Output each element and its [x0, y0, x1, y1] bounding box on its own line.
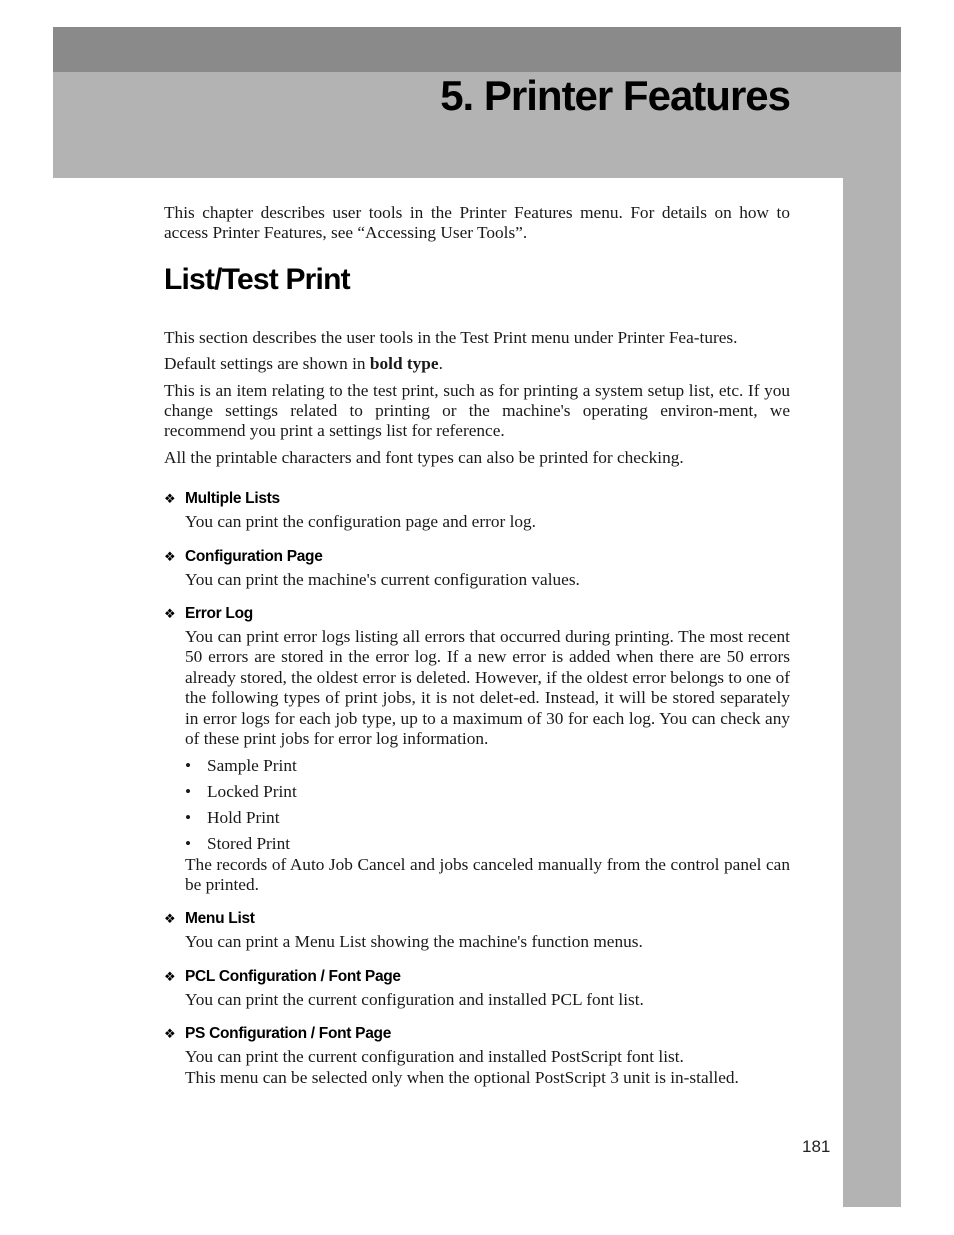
- list-item-text: Stored Print: [207, 833, 291, 853]
- section-paragraph-4: All the printable characters and font types can also be printed for checking.: [164, 447, 684, 467]
- item-title: Multiple Lists: [185, 490, 280, 508]
- item-configuration-page: [164, 548, 790, 590]
- bullet-icon: •: [185, 781, 192, 801]
- diamond-bullet-icon: ❖: [164, 968, 176, 984]
- page-side-thumb-bar: [843, 178, 901, 1207]
- bullet-icon: •: [185, 755, 192, 775]
- section-paragraph-1: This section describes the user tools in the Test Print menu under Printer Fea-tures.: [164, 327, 738, 347]
- item-body: You can print the machine's current configuration values.: [185, 569, 580, 589]
- item-body: You can print the current configuration and installed PostScript font list.: [185, 1047, 684, 1067]
- item-title: Configuration Page: [185, 547, 323, 565]
- section-paragraph-3: This is an item relating to the test print, such as for printing a system setup list, etc. If you change settings related to printing or the machine's operating environ-ment, we recommend you print a settings list for reference.: [164, 380, 790, 441]
- bold-type-text: bold type: [369, 354, 439, 374]
- section-title: List/Test Print: [164, 262, 350, 296]
- item-menu-list: [164, 910, 790, 952]
- intro-paragraph: This chapter describes user tools in the Printer Features menu. For details on how to access Printer Features, see “Accessing User Tools”.: [164, 203, 790, 243]
- item-title: Menu List: [185, 910, 255, 928]
- print-job-type-list: [185, 756, 790, 854]
- item-body-note: This menu can be selected only when the optional PostScript 3 unit is in-stalled.: [185, 1067, 739, 1087]
- section-paragraph-2: [164, 354, 790, 374]
- item-title: PS Configuration / Font Page: [185, 1025, 392, 1043]
- list-item: [185, 834, 790, 854]
- item-body-after-list: The records of Auto Job Cancel and jobs canceled manually from the control panel can be printed.: [185, 854, 790, 894]
- item-body: You can print error logs listing all errors that occurred during printing. The most recent 50 errors are stored in the error log. If a new error is added when there are 50 errors already stored, the oldest error is deleted. However, if the oldest error belongs to one of the following types of print jobs, it is not delet-ed. Instead, it will be stored separately in error logs for each job type, up to a maximum of 30 for each log. You can check any of these print jobs for error log information.: [185, 627, 790, 749]
- bullet-icon: •: [185, 807, 192, 827]
- item-title: Error Log: [185, 605, 253, 623]
- item-body: You can print the current configuration and installed PCL font list.: [185, 989, 644, 1009]
- diamond-bullet-icon: ❖: [164, 548, 176, 564]
- item-body: You can print a Menu List showing the machine's function menus.: [185, 932, 643, 952]
- list-item: [185, 808, 790, 828]
- bullet-icon: •: [185, 833, 192, 853]
- item-ps-configuration: [164, 1025, 790, 1088]
- list-item: [185, 756, 790, 776]
- list-item-text: Hold Print: [207, 807, 280, 827]
- page-content: [164, 203, 790, 1103]
- item-body: You can print the configuration page and error log.: [185, 512, 536, 532]
- list-item-text: Locked Print: [207, 781, 297, 801]
- item-multiple-lists: [164, 490, 790, 532]
- page-number: 181: [802, 1137, 831, 1156]
- chapter-title: 5. Printer Features: [440, 72, 790, 119]
- diamond-bullet-icon: ❖: [164, 491, 176, 507]
- diamond-bullet-icon: ❖: [164, 911, 176, 927]
- diamond-bullet-icon: ❖: [164, 1026, 176, 1042]
- list-item-text: Sample Print: [207, 755, 297, 775]
- item-title: PCL Configuration / Font Page: [185, 967, 401, 985]
- period-text: .: [438, 354, 443, 374]
- item-pcl-configuration: [164, 968, 790, 1010]
- default-settings-text: Default settings are shown in: [164, 354, 370, 374]
- list-item: [185, 782, 790, 802]
- chapter-header-band-dark: [53, 27, 901, 72]
- diamond-bullet-icon: ❖: [164, 606, 176, 622]
- item-error-log: [164, 605, 790, 895]
